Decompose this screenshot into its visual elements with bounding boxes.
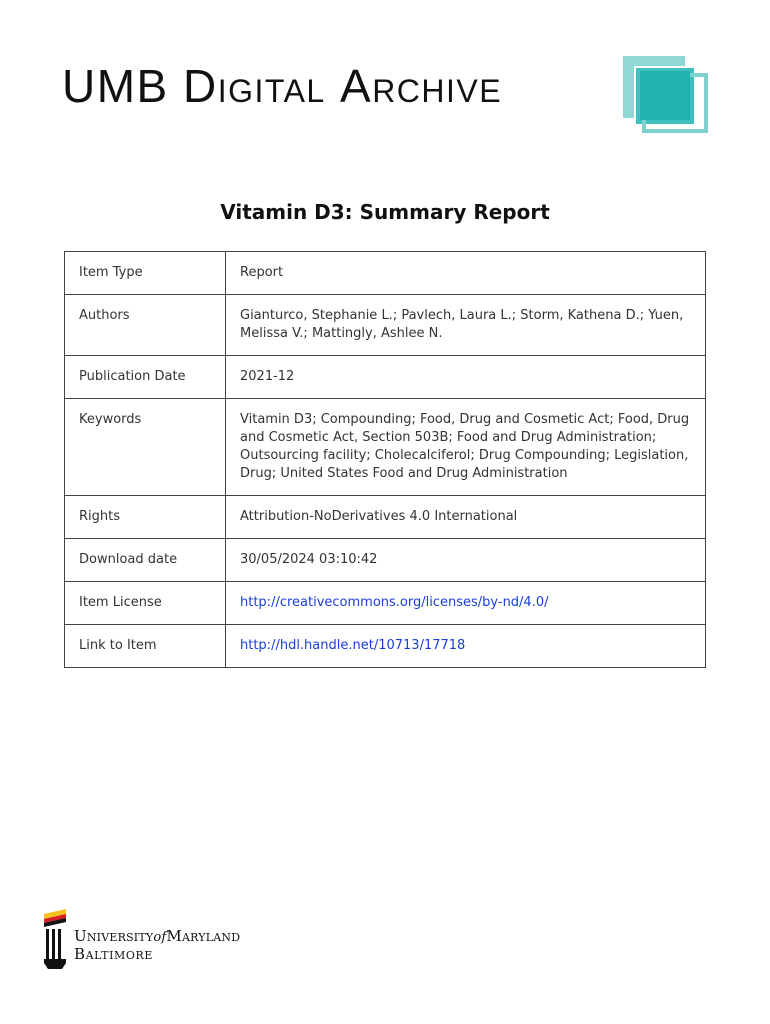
brand-digital: Digital — [183, 60, 326, 112]
item-type-label: Item Type — [65, 252, 226, 295]
keywords-label: Keywords — [65, 399, 226, 496]
table-row — [65, 399, 706, 496]
table-row — [65, 539, 706, 582]
table-row — [65, 295, 706, 356]
item-license-link[interactable]: http://creativecommons.org/licenses/by-nd/4.0/ — [240, 595, 549, 610]
umd-line-1 — [74, 928, 240, 946]
umb-digital-archive-logo — [62, 55, 712, 135]
keywords-value: Vitamin D3; Compounding; Food, Drug and Cosmetic Act; Food, Drug and Cosmetic Act, Section 503B; Food and Drug Administration; Outsourcing facility; Cholecalciferol; Drug Compounding; Legislation, Drug; United States Food and Drug Administration — [226, 399, 706, 496]
item-type-value: Report — [226, 252, 706, 295]
authors-label: Authors — [65, 295, 226, 356]
umd-shield-icon — [42, 908, 72, 970]
publication-date-value: 2021-12 — [226, 356, 706, 399]
table-row — [65, 496, 706, 539]
authors-value: Gianturco, Stephanie L.; Pavlech, Laura L.; Storm, Kathena D.; Yuen, Melissa V.; Mattingly, Ashlee N. — [226, 295, 706, 356]
stacked-squares-icon — [622, 55, 708, 133]
table-row — [65, 356, 706, 399]
document-title: Vitamin D3: Summary Report — [220, 200, 550, 224]
rights-value: Attribution-NoDerivatives 4.0 International — [226, 496, 706, 539]
link-to-item-label: Link to Item — [65, 625, 226, 668]
link-to-item-cell — [226, 625, 706, 668]
umd-of: of — [153, 930, 167, 945]
download-date-value: 30/05/2024 03:10:42 — [226, 539, 706, 582]
metadata-table — [64, 251, 706, 668]
table-row — [65, 625, 706, 668]
university-of-maryland-baltimore-logo — [42, 908, 302, 970]
publication-date-label: Publication Date — [65, 356, 226, 399]
table-row — [65, 582, 706, 625]
umd-university: University — [74, 927, 154, 945]
table-row — [65, 252, 706, 295]
brand-archive: Archive — [340, 60, 503, 112]
umd-maryland: Maryland — [166, 927, 241, 945]
umd-wordmark — [74, 928, 240, 963]
item-handle-link[interactable]: http://hdl.handle.net/10713/17718 — [240, 638, 466, 653]
umd-baltimore: Baltimore — [74, 945, 154, 963]
rights-label: Rights — [65, 496, 226, 539]
brand-umb: UMB — [62, 60, 169, 112]
archive-wordmark — [62, 60, 503, 112]
download-date-label: Download date — [65, 539, 226, 582]
item-license-cell — [226, 582, 706, 625]
item-license-label: Item License — [65, 582, 226, 625]
